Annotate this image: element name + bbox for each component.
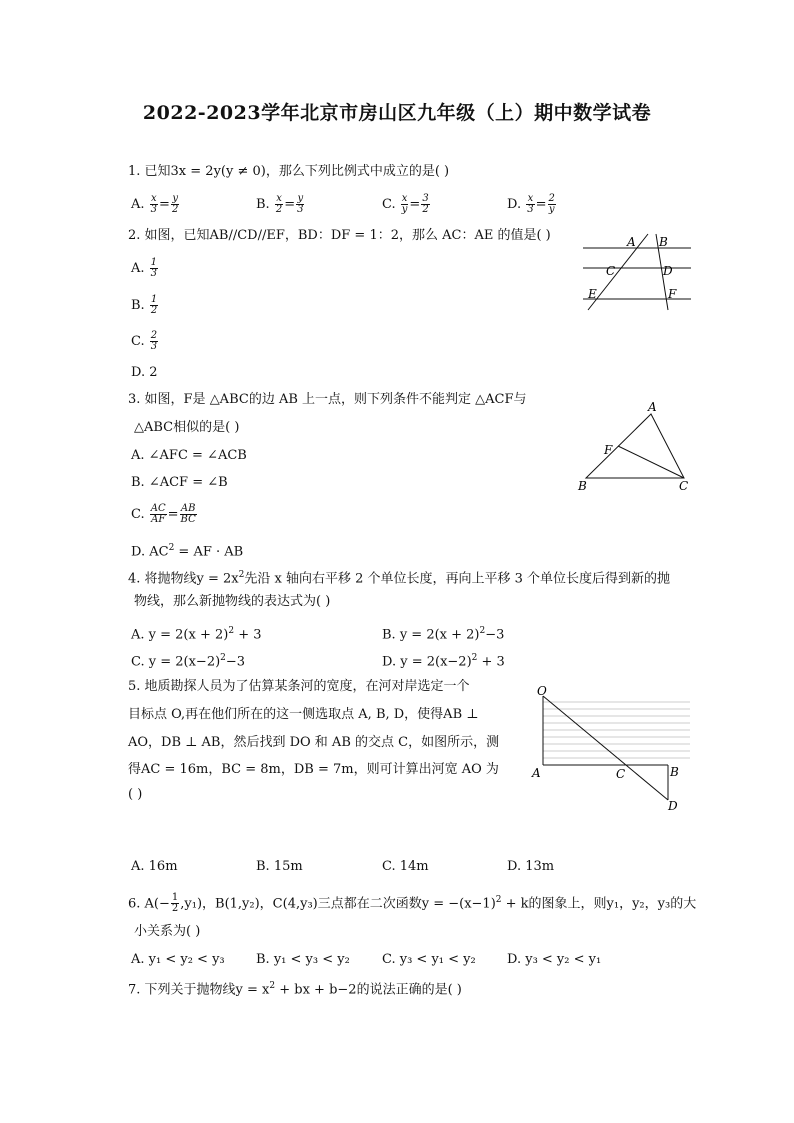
q1-option-c: C. $\frac{x}{y}$ = $\frac{3}{2}$ [382,193,429,215]
q2-label-b: B [659,235,668,249]
q2-option-d: D. 2 [131,365,158,380]
q5-option-c: C. 14m [382,859,429,874]
question-6-line1: 6. A(− $\frac{1}{2}$ ,y₁)，B(1,y₂)，C(4,y₃)三点都在二次函数$y = -(x-1)^2 + k$的图象上，则y₁，y₂，y₃的大 [128,892,697,915]
question-6-line2: 小关系为( ) [134,924,201,939]
q2-figure-parallel-lines [578,230,696,314]
q6-option-c: C. y₃ < y₁ < y₂ [382,952,476,967]
q5-label-o: O [537,684,547,698]
q5-label-c: C [616,767,626,781]
q1-option-d: D. $\frac{x}{3}$ = $\frac{2}{y}$ [507,193,555,215]
q2-option-a: A. $\frac{1}{3}$ [131,257,158,279]
page-title: 2022-2023学年北京市房山区九年级（上）期中数学试卷 [142,102,652,124]
q3-option-b: B. ∠ACF = ∠B [131,475,228,490]
q4-option-c: C. $y = 2(x-2)^2-3$ [131,653,246,670]
q2-option-b: B. $\frac{1}{2}$ [131,294,158,316]
q5-figure-river [528,682,690,814]
q4-option-b: B. $y = 2(x + 2)^2-3$ [382,626,505,643]
q1-option-b: B. $\frac{x}{2}$ = $\frac{y}{3}$ [256,193,304,215]
q3-label-c: C [679,479,689,493]
q2-label-e: E [588,287,597,301]
q3-figure-triangle [576,398,696,496]
q5-option-d: D. 13m [507,859,555,874]
q3-option-d: D. $AC^2$ = AF · AB [131,543,244,560]
q1-option-a: A. $\frac{x}{3}$ = $\frac{y}{2}$ [131,193,179,215]
q3-label-f: F [604,443,613,457]
q3-option-c: C. $\frac{AC}{AF}$ = $\frac{AB}{BC}$ [131,503,196,525]
question-3-stem-line2: △ABC相似的是( ) [134,420,240,435]
q2-label-c: C [606,264,616,278]
q5-label-d: D [668,799,678,813]
question-4-stem-line1: 4. 将抛物线$y = 2x^2$先沿 x 轴向右平移 2 个单位长度，再向上平移 3 个单位长度后得到新的抛 [128,570,671,587]
q3-label-b: B [578,479,587,493]
q6-option-d: D. y₃ < y₂ < y₁ [507,952,602,967]
question-5-line3: AO，DB ⊥ AB，然后找到 DO 和 AB 的交点 C，如图所示，测 [128,735,500,750]
question-7-stem: 7. 下列关于抛物线$y = x^2$ + bx + b−2的说法正确的是( ) [128,981,462,998]
q6-option-b: B. y₁ < y₃ < y₂ [256,952,350,967]
question-3-stem-line1: 3. 如图，F是 △ABC的边 AB 上一点，则下列条件不能判定 △ACF与 [128,392,527,407]
question-1-stem: 1. 已知3x = 2y(y ≠ 0)，那么下列比例式中成立的是( ) [128,164,450,179]
question-5-line4: 得AC = 16m，BC = 8m，DB = 7m，则可计算出河宽 AO 为 [128,762,499,777]
q4-option-d: D. $y = 2(x-2)^2 + 3$ [382,653,505,670]
q6-option-a: A. y₁ < y₂ < y₃ [131,952,225,967]
question-2-stem: 2. 如图，已知AB//CD//EF，BD：DF = 1：2，那么 AC：AE 的值是( ) [128,228,551,243]
q5-label-b: B [670,765,679,779]
q2-option-c: C. $\frac{2}{3}$ [131,330,158,352]
q3-label-a: A [648,400,657,414]
q2-label-d: D [663,264,673,278]
question-4-stem-line2: 物线，那么新抛物线的表达式为( ) [134,594,331,609]
q4-option-a: A. $y = 2(x + 2)^2 + 3$ [131,626,262,643]
question-5-line2: 目标点 O,再在他们所在的这一侧选取点 A, B, D，使得AB ⊥ [128,707,479,722]
q5-option-b: B. 15m [256,859,303,874]
question-5-line5: ( ) [128,787,143,802]
q5-option-a: A. 16m [131,859,178,874]
question-5-line1: 5. 地质勘探人员为了估算某条河的宽度，在河对岸选定一个 [128,679,470,694]
q2-label-a: A [627,235,636,249]
q5-label-a: A [532,766,541,780]
q2-label-f: F [668,287,677,301]
q3-option-a: A. ∠AFC = ∠ACB [131,448,247,463]
